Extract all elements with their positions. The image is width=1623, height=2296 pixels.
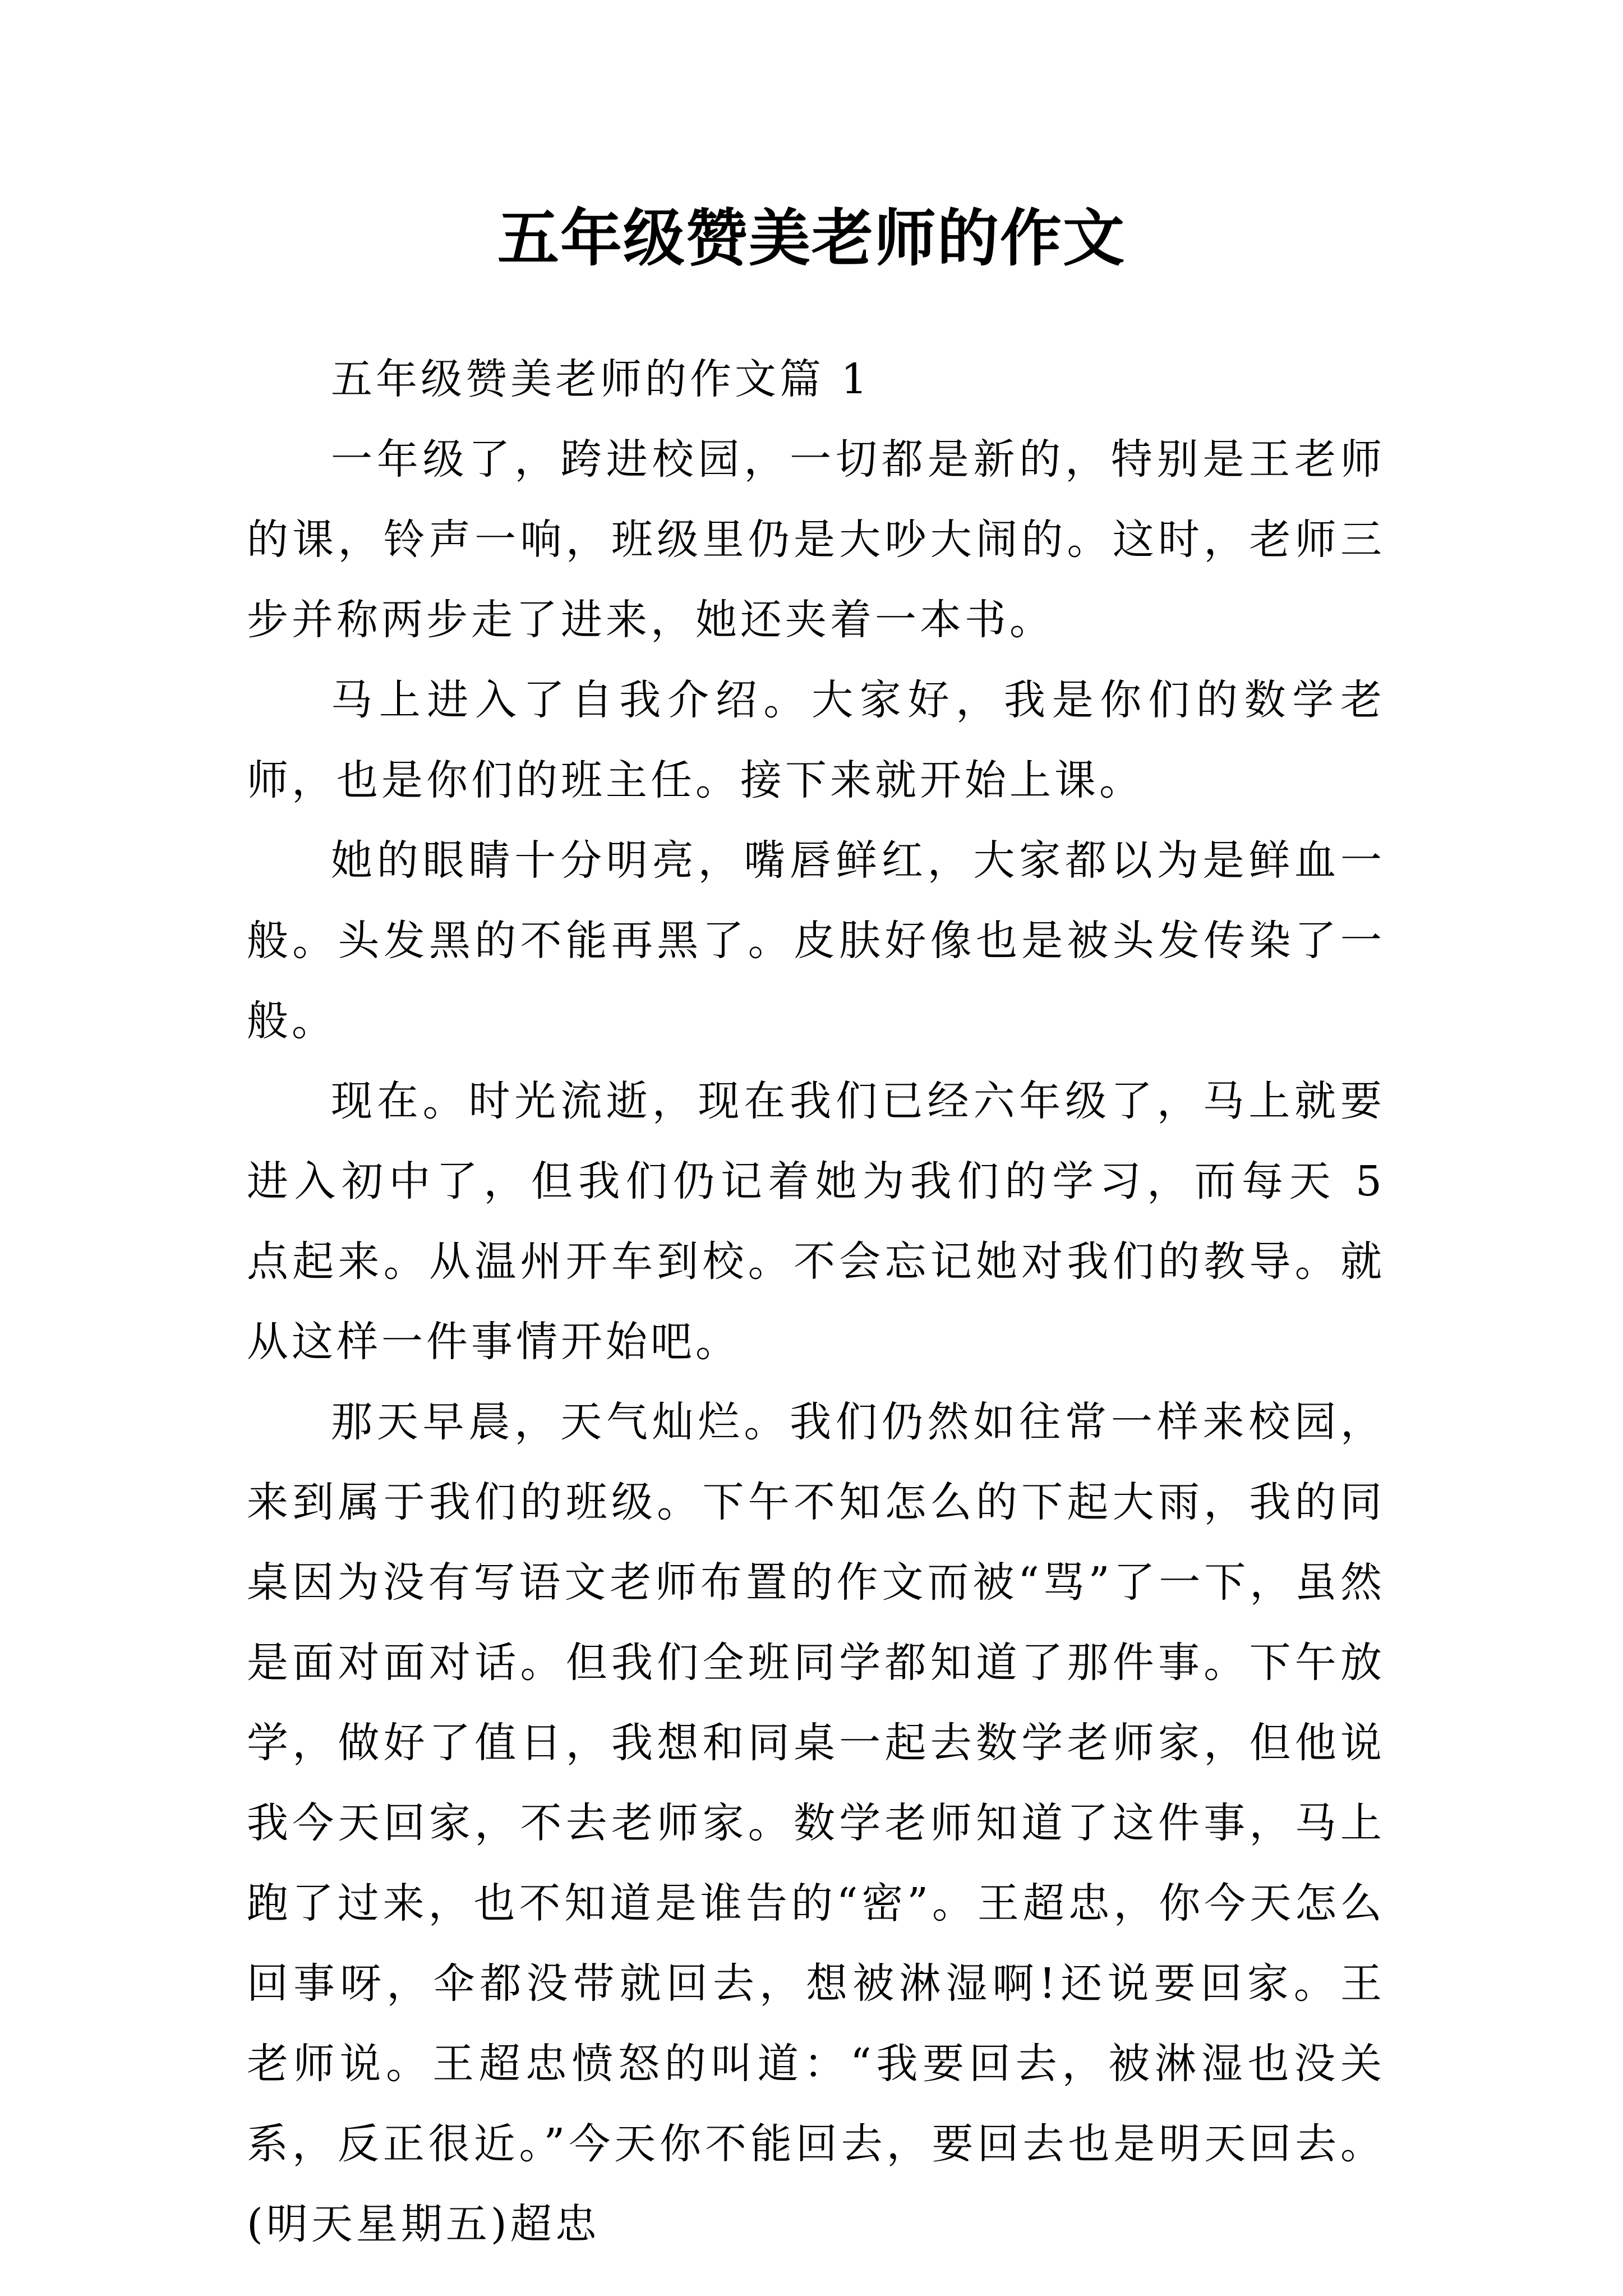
document-title: 五年级赞美老师的作文 [497, 202, 1126, 274]
paragraph: 现在。时光流逝，现在我们已经六年级了，马上就要进入初中了，但我们仍记着她为我们的学习，而每天 5 点起来。从温州开车到校。不会忘记她对我们的教导。就从这样一件事情开始吧。 [247, 1077, 1385, 1366]
paragraph: 她的眼睛十分明亮，嘴唇鲜红，大家都以为是鲜血一般。头发黑的不能再黑了。皮肤好像也是被头发传染了一般。 [247, 836, 1385, 1045]
section-heading: 五年级赞美老师的作文篇 1 [331, 355, 871, 403]
paragraph: 马上进入了自我介绍。大家好，我是你们的数学老师，也是你们的班主任。接下来就开始上课。 [247, 676, 1385, 804]
document-body [247, 339, 1385, 2265]
paragraph: 一年级了，跨进校园，一切都是新的，特别是王老师的课，铃声一响，班级里仍是大吵大闹的。这时，老师三步并称两步走了进来，她还夹着一本书。 [247, 435, 1385, 644]
paragraph: 那天早晨，天气灿烂。我们仍然如往常一样来校园，来到属于我们的班级。下午不知怎么的下起大雨，我的同桌因为没有写语文老师布置的作文而被“骂”了一下，虽然是面对面对话。但我们全班同学都知道了那件事。下午放学，做好了值日，我想和同桌一起去数学老师家，但他说我今天回家，不去老师家。数学老师知道了这件事，马上跑了过来，也不知道是谁告的“密”。王超忠，你今天怎么回事呀，伞都没带就回去，想被淋湿啊!还说要回家。王老师说。王超忠愤怒的叫道：“我要回去，被淋湿也没关系，反正很近。”今天你不能回去，要回去也是明天回去。(明天星期五)超忠 [247, 1398, 1385, 2248]
